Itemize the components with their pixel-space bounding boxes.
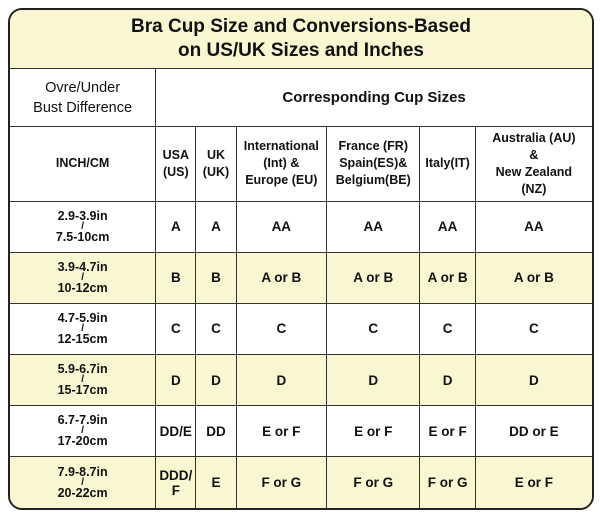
header-international-line-1: International bbox=[243, 139, 319, 154]
inch-cm-cell bbox=[10, 303, 156, 354]
header-australia-line-1: Australia (AU) bbox=[492, 130, 576, 145]
au-size-cell: D bbox=[475, 354, 592, 405]
cm-range: 12-15cm bbox=[57, 331, 108, 346]
header-usa-line-2: (US) bbox=[162, 164, 189, 179]
us-size-line-2: F bbox=[171, 482, 180, 498]
cm-range: 20-22cm bbox=[57, 485, 108, 500]
cup-size-table bbox=[10, 10, 592, 508]
table-row bbox=[10, 354, 592, 405]
header-australia bbox=[475, 127, 592, 201]
it-size-cell: A or B bbox=[420, 252, 475, 303]
range-separator: / bbox=[81, 220, 84, 232]
us-size-cell: B bbox=[156, 252, 196, 303]
header-france-line-1: France (FR) bbox=[338, 139, 408, 154]
inch-range: 4.7-5.9in bbox=[57, 310, 108, 325]
eu-size-cell: A or B bbox=[236, 252, 326, 303]
inch-range: 2.9-3.9in bbox=[57, 208, 108, 223]
au-size-cell: A or B bbox=[475, 252, 592, 303]
uk-size-cell: D bbox=[196, 354, 236, 405]
fr-size-cell: D bbox=[327, 354, 420, 405]
bust-difference-header bbox=[10, 69, 156, 127]
header-australia-line-2: & bbox=[529, 147, 539, 162]
table-row bbox=[10, 303, 592, 354]
header-france-line-2: Spain(ES)& bbox=[339, 156, 408, 171]
it-size-cell: E or F bbox=[420, 406, 475, 457]
us-size-cell bbox=[156, 457, 196, 508]
table-row bbox=[10, 457, 592, 508]
it-size-cell: C bbox=[420, 303, 475, 354]
header-france-line-3: Belgium(BE) bbox=[335, 173, 411, 188]
header-uk-line-1: UK bbox=[206, 147, 226, 162]
us-size-cell: DD/E bbox=[156, 406, 196, 457]
chart-title bbox=[10, 10, 592, 69]
inch-cm-cell bbox=[10, 252, 156, 303]
eu-size-cell: E or F bbox=[236, 406, 326, 457]
eu-size-cell: D bbox=[236, 354, 326, 405]
header-inch-cm: INCH/CM bbox=[10, 127, 156, 201]
header-australia-line-3: New Zealand bbox=[495, 164, 573, 179]
fr-size-cell: A or B bbox=[327, 252, 420, 303]
inch-cm-cell bbox=[10, 457, 156, 508]
us-size-cell: C bbox=[156, 303, 196, 354]
fr-size-cell: E or F bbox=[327, 406, 420, 457]
au-size-cell: AA bbox=[475, 201, 592, 252]
uk-size-cell: C bbox=[196, 303, 236, 354]
header-international bbox=[236, 127, 326, 201]
us-size-line-1: DDD/ bbox=[159, 467, 193, 483]
fr-size-cell: C bbox=[327, 303, 420, 354]
us-size-cell: A bbox=[156, 201, 196, 252]
inch-range: 6.7-7.9in bbox=[57, 413, 108, 428]
fr-size-cell: AA bbox=[327, 201, 420, 252]
table-row bbox=[10, 201, 592, 252]
uk-size-cell: A bbox=[196, 201, 236, 252]
uk-size-cell: DD bbox=[196, 406, 236, 457]
header-usa bbox=[156, 127, 196, 201]
inch-range: 3.9-4.7in bbox=[57, 259, 108, 274]
fr-size-cell: F or G bbox=[327, 457, 420, 508]
cm-range: 7.5-10cm bbox=[55, 229, 110, 244]
table-row bbox=[10, 406, 592, 457]
title-line-1: Bra Cup Size and Conversions-Based bbox=[131, 16, 471, 38]
column-header-row bbox=[10, 127, 592, 201]
cm-range: 10-12cm bbox=[57, 280, 108, 295]
inch-cm-cell bbox=[10, 201, 156, 252]
group-header-row bbox=[10, 69, 592, 127]
au-size-cell: DD or E bbox=[475, 406, 592, 457]
inch-cm-cell bbox=[10, 354, 156, 405]
corresponding-cup-sizes-header: Corresponding Cup Sizes bbox=[156, 69, 592, 127]
uk-size-cell: B bbox=[196, 252, 236, 303]
uk-size-cell: E bbox=[196, 457, 236, 508]
table-row bbox=[10, 252, 592, 303]
range-separator: / bbox=[81, 322, 84, 334]
us-size-cell: D bbox=[156, 354, 196, 405]
range-separator: / bbox=[81, 271, 84, 283]
header-france bbox=[327, 127, 420, 201]
it-size-cell: D bbox=[420, 354, 475, 405]
inch-range: 7.9-8.7in bbox=[57, 464, 108, 479]
header-international-line-3: Europe (EU) bbox=[245, 173, 318, 188]
inch-range: 5.9-6.7in bbox=[57, 362, 108, 377]
range-separator: / bbox=[81, 374, 84, 386]
cm-range: 15-17cm bbox=[57, 383, 108, 398]
cm-range: 17-20cm bbox=[57, 434, 108, 449]
header-australia-line-4: (NZ) bbox=[521, 181, 547, 196]
title-row bbox=[10, 10, 592, 69]
au-size-cell: C bbox=[475, 303, 592, 354]
header-international-line-2: (Int) & bbox=[263, 156, 300, 171]
title-line-2: on US/UK Sizes and Inches bbox=[178, 40, 424, 62]
it-size-cell: F or G bbox=[420, 457, 475, 508]
size-chart-frame bbox=[8, 8, 594, 510]
bust-difference-line-1: Ovre/Under bbox=[45, 79, 121, 96]
header-uk-line-2: (UK) bbox=[202, 164, 230, 179]
eu-size-cell: C bbox=[236, 303, 326, 354]
eu-size-cell: F or G bbox=[236, 457, 326, 508]
it-size-cell: AA bbox=[420, 201, 475, 252]
header-uk bbox=[196, 127, 236, 201]
range-separator: / bbox=[81, 425, 84, 437]
bust-difference-line-2: Bust Difference bbox=[33, 99, 133, 116]
range-separator: / bbox=[81, 476, 84, 488]
header-italy: Italy(IT) bbox=[420, 127, 475, 201]
eu-size-cell: AA bbox=[236, 201, 326, 252]
header-usa-line-1: USA bbox=[162, 147, 190, 162]
inch-cm-cell bbox=[10, 406, 156, 457]
au-size-cell: E or F bbox=[475, 457, 592, 508]
